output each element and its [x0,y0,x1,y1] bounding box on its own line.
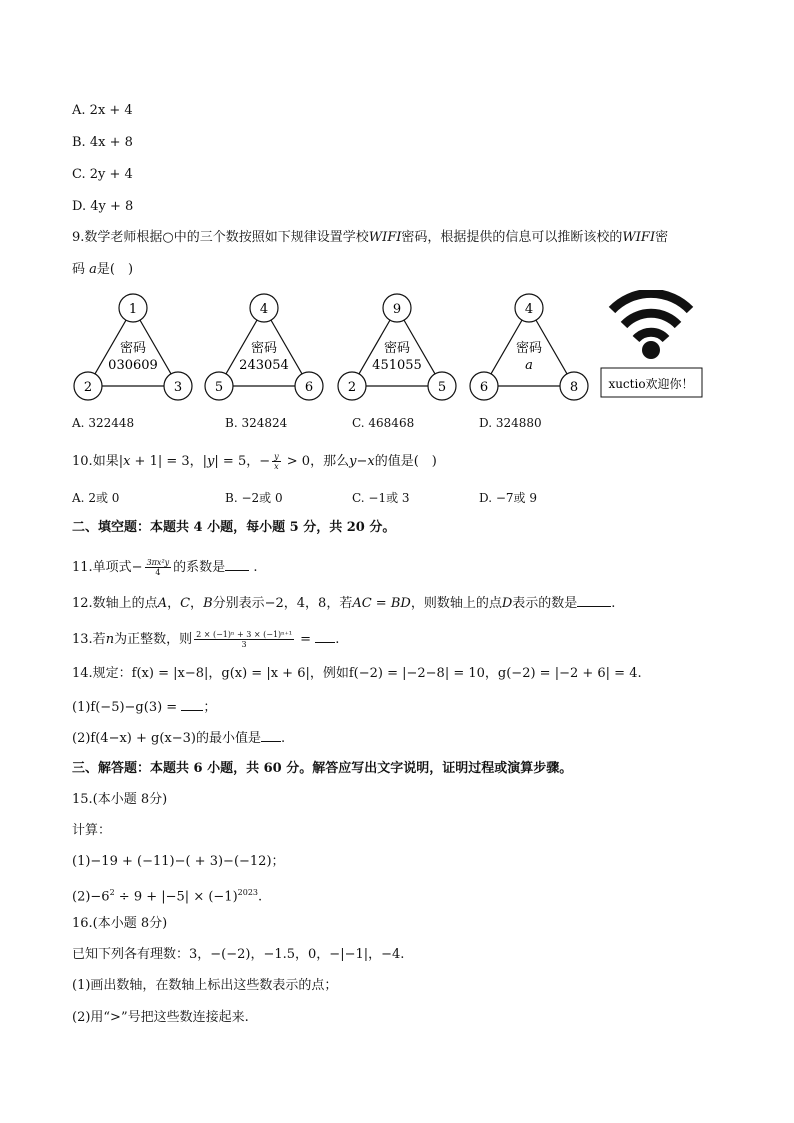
q9-stem-line1: 9.数学老师根据○中的三个数按照如下规律设置学校WIFI密码，根据提供的信息可以推断该校的WIFI密 [72,230,669,245]
q10-stem: 10.如果|x + 1| = 3，|y| = 5，− $\frac{y}{x}$ > 0，那么y−x的值是( ) [72,452,437,471]
wifi-icon [612,293,690,359]
q8-option-a-expr: 2x + 4 [89,103,133,118]
q14-part2: (2)f(4−x) + g(x−3)的最小值是 . [72,728,285,748]
q10-option-a: A. 2或 0 [72,491,120,505]
t2-code: 243054 [239,358,289,373]
t1-right: 3 [173,380,183,395]
t3-right: 5 [437,380,447,395]
q13-answer-blank [315,629,335,643]
q9-option-a: A. 322448 [72,416,135,430]
q9-option-b: B. 324824 [225,416,288,430]
q11: 11.单项式− $\frac{\text{3πx²y}}{4}$ 的系数是 . [72,558,258,577]
q16-header: 16.(本小题 8分) [72,916,168,931]
t3-left: 2 [347,380,357,395]
wifi-caption-box [601,368,702,397]
q12: 12.数轴上的点A，C，B分别表示−2，4，8，若AC = BD，则数轴上的点D表示的数是 . [72,593,615,613]
q8-option-b: B. 4x + 8 [72,135,133,150]
q14-part1-blank [181,697,203,711]
t3-top: 9 [392,302,402,317]
q14-rule: 14.规定：f(x) = |x−8|，g(x) = |x + 6|，例如f(−2) = |−2−8| = 10，g(−2) = |−2 + 6| = 4. [72,666,642,681]
q10-fraction: $\frac{y}{x}$ [274,452,279,471]
t3-code: 451055 [372,358,422,373]
q15-part1: (1)−19 + (−11)−( + 3)−(−12)； [72,854,285,869]
q14-part1: (1)f(−5)−g(3) = ； [72,697,216,717]
q8-option-c: C. 2y + 4 [72,167,133,182]
triangle-4 [470,294,588,400]
t2-left: 5 [214,380,224,395]
t4-top: 4 [524,302,534,317]
q9-password-diagram [0,290,794,410]
q15-intro: 计算： [72,823,112,838]
q16-part2: (2)用“>”号把这些数连接起来. [72,1010,249,1025]
q8-option-d-expr: 4y + 8 [90,199,134,214]
section-2-heading: 二、填空题：本题共 4 小题，每小题 5 分，共 20 分。 [72,520,396,535]
t2-top: 4 [259,302,269,317]
wifi-caption: xuctio欢迎你！ [608,377,694,391]
t4-label: 密码 [515,341,543,356]
q13: 13.若n为正整数，则 $\frac{\text{2 × (−1)ⁿ + 3 × (−1)ⁿ⁺¹}}{3}$ = . [72,630,340,649]
t1-label: 密码 [119,341,147,356]
q16-intro: 已知下列各有理数：3，−(−2)，−1.5，0，−|−1|，−4. [72,947,405,962]
q8-option-c-expr: 2y + 4 [89,167,133,182]
q11-fraction: $\frac{\text{3πx²y}}{4}$ [146,558,170,577]
q15-part2: $(2)-6^2 \div 9 + |-5| \times (-1)^{2023}$. [72,888,263,905]
q11-answer-blank [225,557,249,571]
triangle-2 [205,294,323,400]
t1-left: 2 [83,380,93,395]
q8-option-a: A. 2x + 4 [72,103,133,118]
triangle-3 [338,294,456,400]
q10-option-c: C. −1或 3 [352,491,410,505]
section-3-heading: 三、解答题：本题共 6 小题，共 60 分。解答应写出文字说明，证明过程或演算步骤。 [72,761,573,776]
t4-right: 8 [569,380,579,395]
t1-top: 1 [128,302,138,317]
q9-option-c: C. 468468 [352,416,415,430]
q8-option-d: D. 4y + 8 [72,199,134,214]
t4-code: a [525,358,533,373]
q10-option-d: D. −7或 9 [479,491,537,505]
t3-label: 密码 [383,341,411,356]
q12-answer-blank [577,593,611,607]
q14-part2-blank [261,728,281,742]
q9-option-d: D. 324880 [479,416,542,430]
t4-left: 6 [479,380,489,395]
t1-code: 030609 [108,358,158,373]
q9-stem-line2: 码 a是( ) [72,262,134,277]
triangle-1 [74,294,192,400]
q16-part1: (1)画出数轴，在数轴上标出这些数表示的点； [72,978,338,993]
t2-label: 密码 [250,341,278,356]
q10-option-b: B. −2或 0 [225,491,283,505]
t2-right: 6 [304,380,314,395]
q15-header: 15.(本小题 8分) [72,792,168,807]
q8-option-b-expr: 4x + 8 [89,135,133,150]
q13-fraction: $\frac{\text{2 × (−1)ⁿ + 3 × (−1)ⁿ⁺¹}}{3}$ [196,630,293,649]
